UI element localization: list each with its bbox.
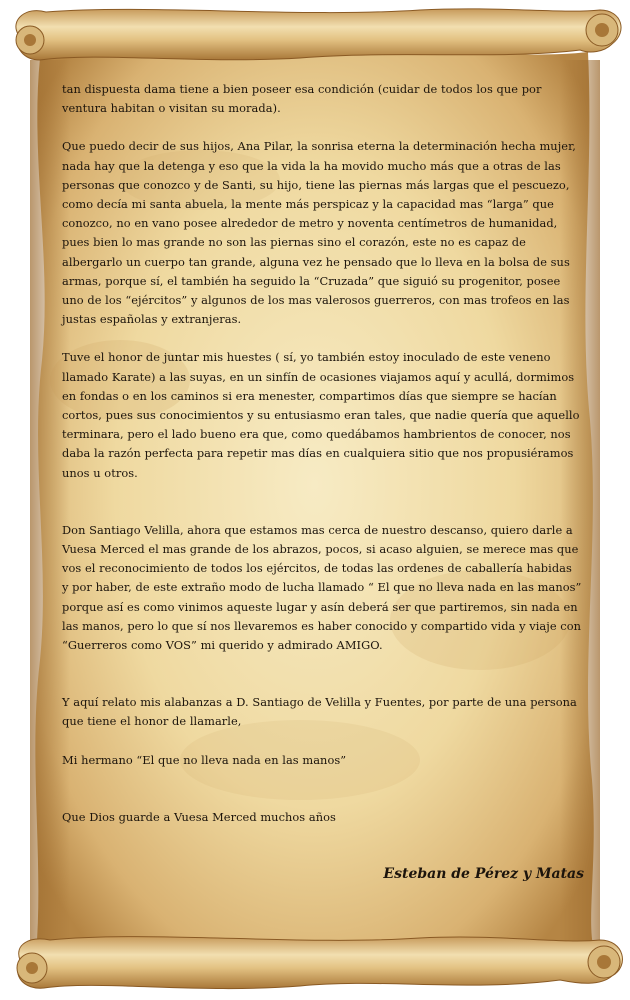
paragraph-praise: Y aquí relato mis alabanzas a D. Santiago de Velilla y Fuentes, por parte de una persona que tiene el honor de llamarle, [62, 695, 577, 729]
paragraph-tribute: Don Santiago Velilla, ahora que estamos mas cerca de nuestro descanso, quiero darle a Vuesa Merced el mas grande de los abrazos, pocos, si acaso alguien, se merece mas que vos el reconocimiento de todos los ejércitos, de todas las ordenes de caballería habidas y por haber, de este extraño modo de lucha llamado “ El que no lleva nada en las manos” porque así es como vinimos aqueste lugar y asín deberá ser que partiremos, sin nada en las manos, pero lo que sí nos llevaremos es haber conocido y compartido vida y viaje con “Guerreros como VOS” mi querido y admirado AMIGO. [62, 522, 582, 653]
letter-body [62, 80, 582, 827]
paragraph-karate: Tuve el honor de juntar mis huestes ( sí, yo también estoy inoculado de este veneno llamado Karate) a las suyas, en un sinfín de ocasiones viajamos aquí y acullá, dormimos en fondas o en los caminos si era menester, compartimos días que siempre se hacían cortos, pues sus conocimientos y su entusiasmo eran tales, que nadie quería que aquello terminara, pero el lado bueno era que, como quedábamos hambrientos de conocer, nos daba la razón perfecta para repetir mas días en cualquiera sitio que nos propusiéramos unos u otros. [62, 350, 580, 480]
paragraph-brother: Mi hermano “El que no lleva nada en las manos” [62, 752, 347, 767]
paragraph-intro: tan dispuesta dama tiene a bien poseer esa condición (cuidar de todos los que por ventura habitan o visitan su morada). [62, 82, 542, 116]
signature: Esteban de Pérez y Matas [383, 866, 584, 882]
paragraph-children: Que puedo decir de sus hijos, Ana Pilar, la sonrisa eterna la determinación hecha mujer, nada hay que la detenga y eso que la vida la ha movido mucho más que a otras de las personas que conozco y de Santi, su hijo, tiene las piernas más largas que el pescuezo, como decía mi santa abuela, la mente más perspicaz y la capacidad mas “larga” que conozco, no en vano posee alrededor de metro y noventa centímetros de humanidad, pues bien lo mas grande no son las piernas sino el corazón, este no es capaz de albergarlo un cuerpo tan grande, alguna vez he pensado que lo lleva en la bolsa de sus armas, porque sí, el también ha seguido la “Cruzada” que siguió su progenitor, posee uno de los “ejércitos” y algunos de los mas valerosos guerreros, con mas trofeos en las justas españolas y extranjeras. [62, 139, 576, 327]
bottom-roll [17, 937, 622, 989]
paragraph-farewell: Que Dios guarde a Vuesa Merced muchos años [62, 809, 336, 824]
top-roll [16, 9, 621, 60]
